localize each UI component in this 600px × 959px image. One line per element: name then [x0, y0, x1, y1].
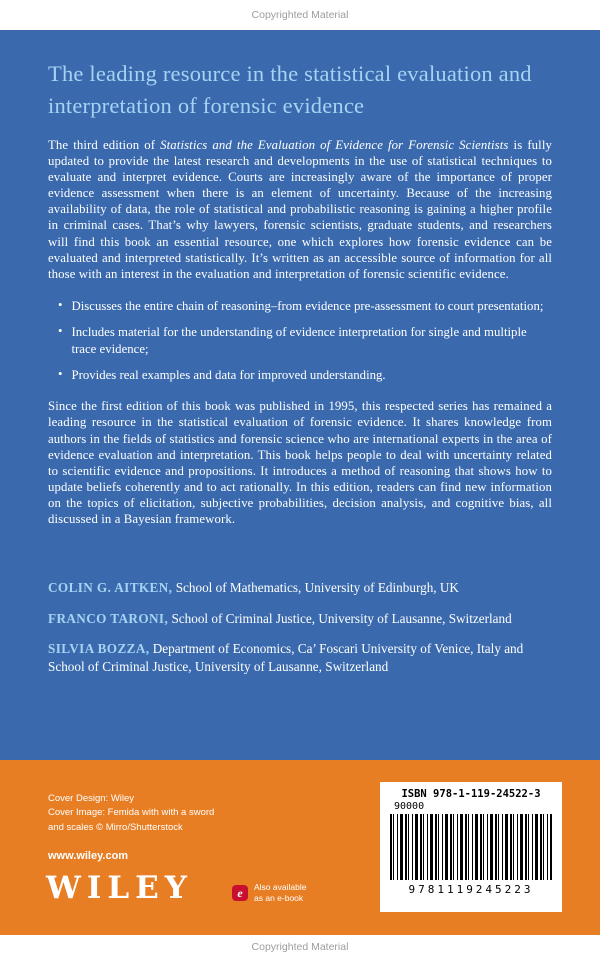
bullet-icon: •: [58, 324, 63, 339]
copyright-text-top: Copyrighted Material: [251, 9, 349, 21]
author-affiliation: School of Criminal Justice, University of Lausanne, Switzerland: [168, 610, 512, 626]
list-item: [48, 367, 552, 383]
copyright-strip-bottom: [0, 935, 600, 959]
credit-line: and scales © Mirro/Shutterstock: [48, 821, 183, 833]
cover-credits: [48, 792, 214, 835]
list-item: [48, 298, 552, 314]
list-item: [48, 324, 552, 357]
author-name: COLIN G. AITKEN,: [48, 580, 173, 596]
ebook-note: [254, 882, 306, 905]
barcode-panel: [380, 782, 562, 912]
author-affiliation: School of Mathematics, University of Edinburgh, UK: [172, 580, 459, 596]
intro-paragraph: [48, 137, 552, 282]
cover-headline: The leading resource in the statistical evaluation and interpretation of forensic evidence: [48, 61, 532, 118]
author-name: FRANCO TARONI,: [48, 610, 169, 626]
book-title-italic: Statistics and the Evaluation of Evidence for Forensic Scientists: [160, 137, 509, 152]
copyright-text-bottom: Copyrighted Material: [251, 941, 349, 953]
wiley-logo: WILEY: [46, 870, 193, 906]
barcode-price-code: 90000: [394, 801, 425, 812]
bullet-text: Discusses the entire chain of reasoning–from evidence pre-assessment to court presentation;: [71, 298, 544, 313]
cover-footer: [0, 760, 600, 935]
ebook-icon: e: [232, 885, 248, 901]
bullet-icon: •: [58, 366, 63, 381]
barcode-number: 9781119245223: [408, 883, 534, 896]
ebook-note-line: as an e-book: [254, 893, 304, 904]
credit-line: Cover Design: Wiley: [48, 793, 135, 804]
author-line: [48, 579, 552, 596]
author-line: [48, 610, 552, 627]
bullet-text: Includes material for the understanding of evidence interpretation for single and multiple trace evidence;: [71, 325, 527, 356]
intro-text-before-title: The third edition of: [48, 137, 161, 152]
bullet-icon: •: [58, 297, 63, 312]
isbn-text: ISBN 978-1-119-24522-3: [401, 788, 541, 800]
copyright-strip-top: [0, 0, 600, 30]
series-history-paragraph: Since the first edition of this book was published in 1995, this respected series has remained a leading resource in the statistical evaluation of forensic evidence. It shares knowledge from authors in the fields of statistics and forensic science who are international experts in the area of evidence evaluation and interpretation. This book helps people to deal with uncertainty related to scientific evidence and propositions. It introduces a method of reasoning that shows how to update beliefs coherently and to act rationally. In this edition, readers can find new information on the topics of elicitation, subjective probabilities, decision analysis, and cognitive bias, all discussed in a Bayesian framework.: [48, 399, 552, 527]
barcode-icon: [390, 814, 552, 880]
author-line: [48, 640, 552, 675]
authors-block: [48, 579, 552, 675]
cover-main: [0, 30, 600, 760]
ebook-availability: [232, 882, 306, 905]
ebook-note-line: Also available: [254, 882, 307, 892]
feature-bullet-list: [48, 298, 552, 384]
bullet-text: Provides real examples and data for improved understanding.: [71, 367, 386, 382]
author-affiliation: Department of Economics, Ca’ Foscari University of Venice, Italy and School of Criminal Justice, University of Lausanne, Switzerland: [48, 641, 524, 674]
author-name: SILVIA BOZZA,: [48, 641, 150, 657]
credit-line: Cover Image: Femida with with a sword: [48, 807, 215, 819]
intro-text-after-title: is fully updated to provide the latest research and developments in the use of statistical techniques to evaluate and interpret evidence. Courts are increasingly aware of the importance of proper evidence assessment when there is an element of uncertainty. Because of the increasing availability of data, the role of statistical and probabilistic reasoning is gaining a higher profile in criminal cases. That’s why lawyers, forensic scientists, graduate students, and researchers will find this book an essential resource, one which explores how forensic evidence can be evaluated and interpreted statistically. It’s written as an accessible source of information for all those with an interest in the evaluation and interpretation of forensic scientific evidence.: [48, 137, 552, 281]
wiley-website-url: www.wiley.com: [48, 850, 129, 862]
